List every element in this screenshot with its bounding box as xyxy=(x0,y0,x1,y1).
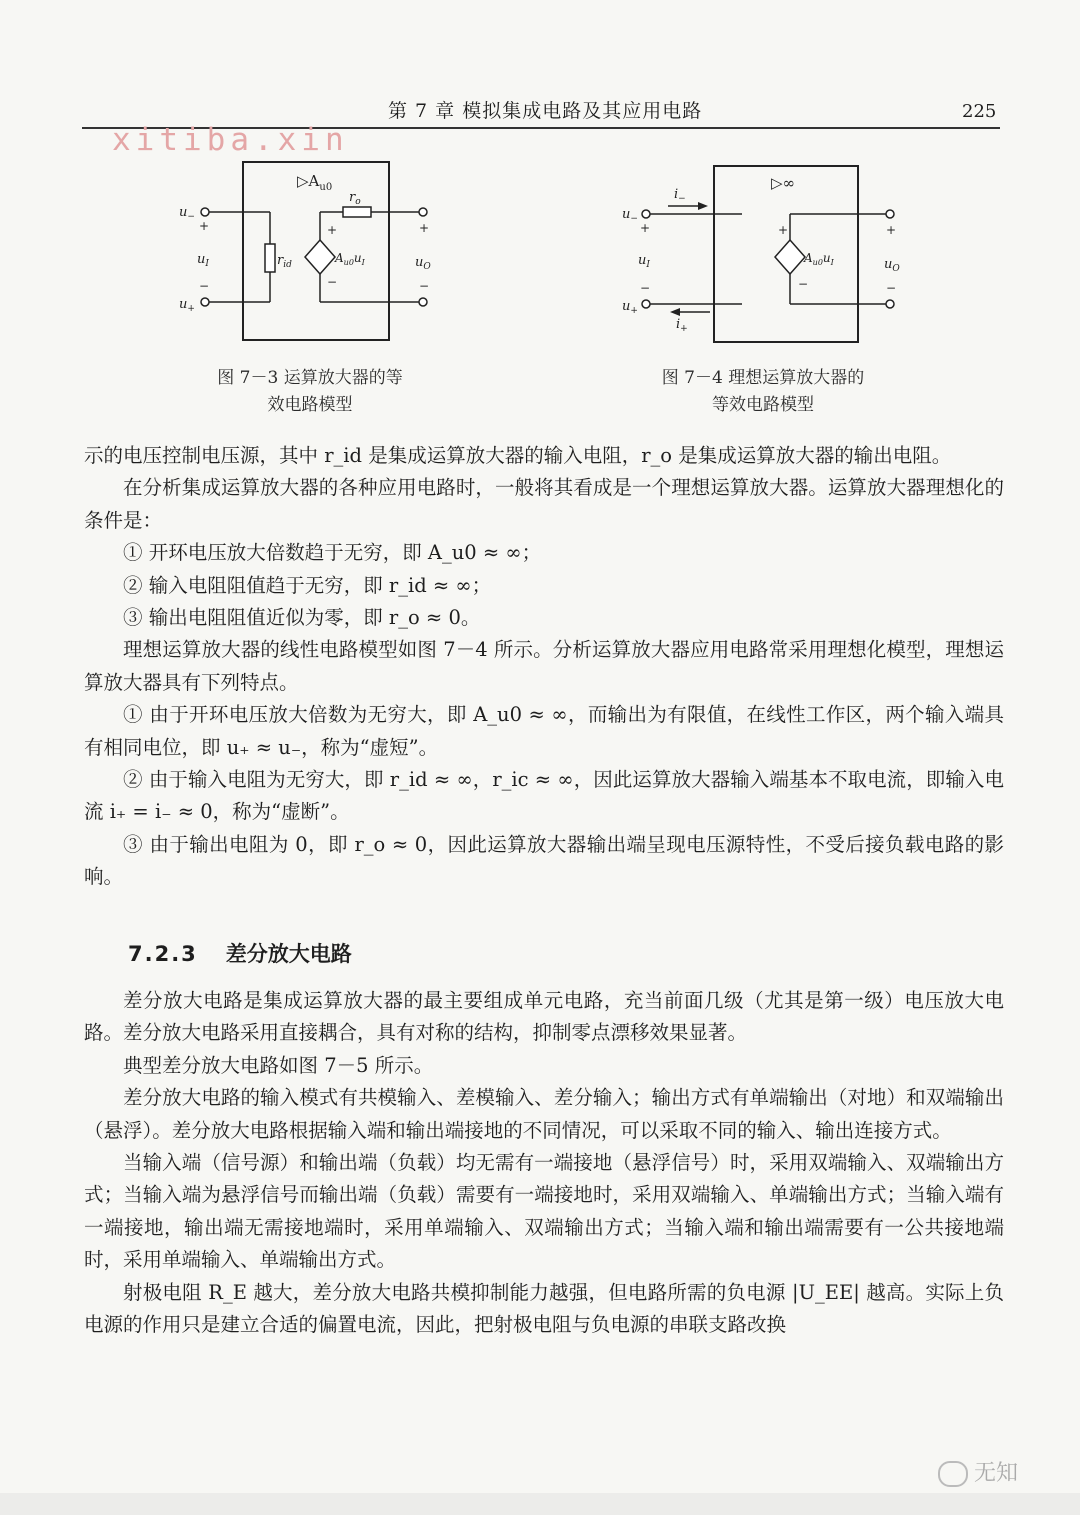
condition-item: ② 输入电阻阻值趋于无穷，即 r_id ≈ ∞； xyxy=(123,573,492,597)
wechat-icon xyxy=(938,1461,968,1487)
page-number: 225 xyxy=(962,101,997,122)
watermark: xitiba.xin xyxy=(112,122,349,158)
svg-text:rid: $r_{id}$ xyxy=(277,253,292,270)
svg-text:+: + xyxy=(640,221,651,235)
svg-text:+: + xyxy=(199,219,210,233)
svg-text:Au0uI: $A_{u0}u_I$ xyxy=(335,251,365,267)
condition-item: ① 开环电压放大倍数趋于无穷，即 A_u0 ≈ ∞； xyxy=(123,541,542,565)
condition-item: ③ 输出电阻阻值近似为零，即 r_o ≈ 0。 xyxy=(123,606,481,630)
section-title: 差分放大电路 xyxy=(225,942,352,966)
svg-text:uI: $u_I$ xyxy=(197,252,209,269)
running-header-chapter: 第 7 章 模拟集成电路及其应用电路 xyxy=(388,100,703,122)
section-heading xyxy=(128,938,352,968)
svg-text:−: − xyxy=(419,279,430,293)
svg-text:uI: $u_I$ xyxy=(638,253,650,270)
amp-symbol: ▷A xyxy=(297,172,320,190)
paragraph: 在分析集成运算放大器的各种应用电路时，一般将其看成是一个理想运算放大器。运算放大器理想化的条件是： xyxy=(84,476,1004,532)
paragraph: 射极电阻 R_E 越大，差分放大电路共模抑制能力越强，但电路所需的负电源 |U_EE| 越高。实际上负电源的作用只是建立合适的偏置电流，因此，把射极电阻与负电源的串联支路改换 xyxy=(84,1280,1004,1337)
footer-brand: 无知 xyxy=(938,1456,1018,1487)
body-text-bottom xyxy=(84,985,1004,1341)
svg-text:uO: $u_O$ xyxy=(884,257,900,274)
feature-item: ② 由于输入电阻为无穷大，即 r_id ≈ ∞，r_ic ≈ ∞，因此运算放大器输入端基本不取电流，即输入电流 i₊ = i₋ ≈ 0，称为“虚断”。 xyxy=(84,768,1004,824)
svg-text:u−: $u_-$ xyxy=(622,207,638,224)
scan-edge xyxy=(0,1493,1080,1515)
svg-text:▷Au0: $▷A_{u0}$ xyxy=(297,172,333,193)
svg-text:i+: $i_+$ xyxy=(676,317,688,334)
section-number: 7.2.3 xyxy=(128,942,198,966)
svg-text:+: + xyxy=(886,223,897,237)
feature-item: ③ 由于输出电阻为 0，即 r_o ≈ 0，因此运算放大器输出端呈现电压源特性，不受后接负载电路的影响。 xyxy=(84,832,1004,889)
feature-item: ① 由于开环电压放大倍数为无穷大，即 A_u0 ≈ ∞，而输出为有限值，在线性工作区，两个输入端具有相同电位，即 u₊ ≈ u₋，称为“虚短”。 xyxy=(84,703,1004,759)
figure-7-3-caption: 图 7－3 运算放大器的等 效电路模型 xyxy=(217,368,403,415)
svg-text:u+: $u_+$ xyxy=(179,297,195,314)
figure-7-3-diagram xyxy=(175,160,445,350)
figure-7-4-diagram xyxy=(618,160,918,350)
paragraph: 理想运算放大器的线性电路模型如图 7－4 所示。分析运算放大器应用电路常采用理想化模型，理想运算放大器具有下列特点。 xyxy=(84,638,1004,694)
paragraph: 差分放大电路的输入模式有共模输入、差模输入、差分输入；输出方式有单端输出（对地）和双端输出（悬浮）。差分放大电路根据输入端和输出端接地的不同情况，可以采取不同的输入、输出连接方式。 xyxy=(84,1086,1004,1142)
paragraph: 差分放大电路是集成运算放大器的最主要组成单元电路，充当前面几级（尤其是第一级）电压放大电路。差分放大电路采用直接耦合，具有对称的结构，抑制零点漂移效果显著。 xyxy=(84,989,1004,1045)
ideal-amp-symbol: ▷∞ xyxy=(771,174,796,192)
svg-text:−: − xyxy=(640,281,651,295)
svg-text:uO: $u_O$ xyxy=(415,255,431,272)
svg-text:ro: $r_o$ xyxy=(349,190,361,207)
svg-text:Au0uI: $A_{u0}u_I$ xyxy=(804,251,834,267)
svg-text:−: − xyxy=(798,277,809,291)
svg-text:−: − xyxy=(199,279,210,293)
svg-text:−: − xyxy=(886,281,897,295)
paragraph: 当输入端（信号源）和输出端（负载）均无需有一端接地（悬浮信号）时，采用双端输入、双端输出方式；当输入端为悬浮信号而输出端（负载）需要有一端接地时，采用双端输入、单端输出方式；当输入端有一端接地，输出端无需接地端时，采用单端输入、双端输出方式；当输入端和输出端需要有一公共接地端时，采用单端输入、单端输出方式。 xyxy=(84,1151,1004,1272)
paragraph: 典型差分放大电路如图 7－5 所示。 xyxy=(123,1053,434,1077)
figure-7-4-caption: 图 7－4 理想运算放大器的 等效电路模型 xyxy=(661,368,865,415)
paragraph: 示的电压控制电压源，其中 r_id 是集成运算放大器的输入电阻，r_o 是集成运算放大器的输出电阻。 xyxy=(84,444,952,467)
svg-text:+: + xyxy=(419,221,430,235)
svg-text:+: + xyxy=(327,223,338,237)
svg-text:−: − xyxy=(327,275,338,289)
svg-text:u−: $u_-$ xyxy=(179,205,195,222)
svg-text:+: + xyxy=(778,223,789,237)
svg-text:i−: $i_-$ xyxy=(674,187,686,204)
svg-text:u+: $u_+$ xyxy=(622,299,638,316)
body-text-top xyxy=(84,440,1004,894)
